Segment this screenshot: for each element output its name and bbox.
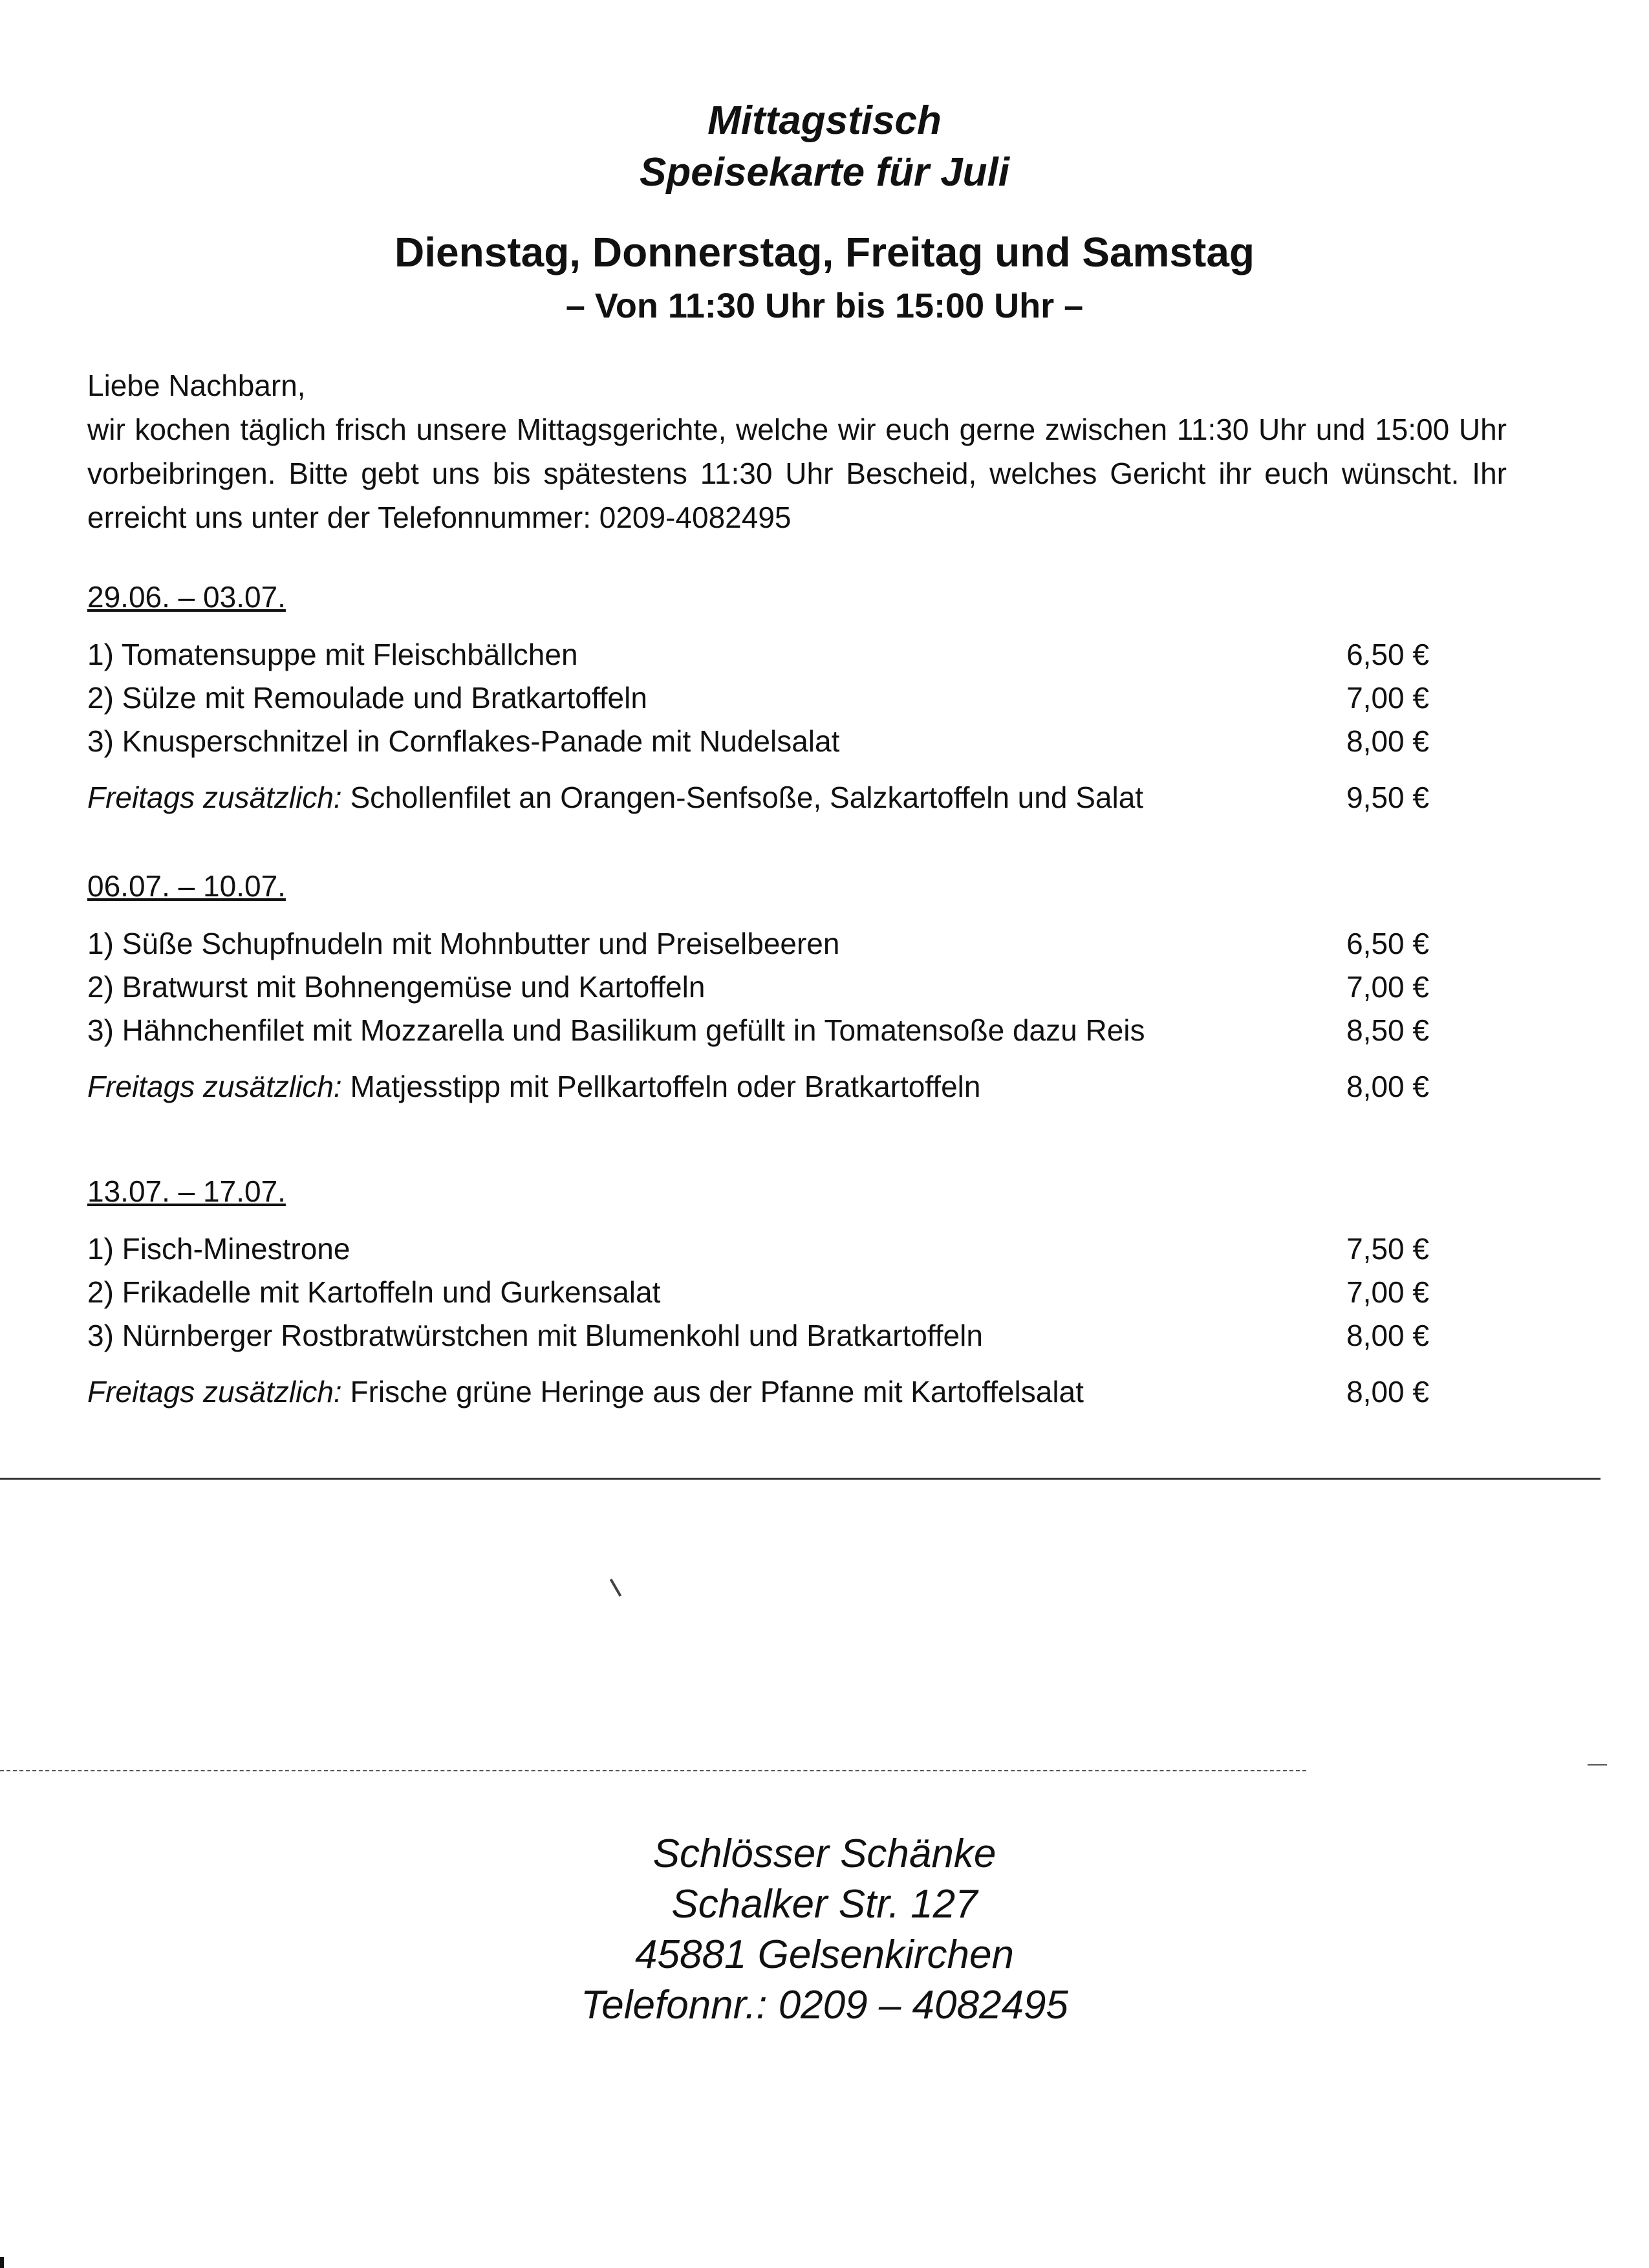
opening-hours: – Von 11:30 Uhr bis 15:00 Uhr – [565, 286, 1084, 325]
restaurant-street: Schalker Str. 127 [671, 1882, 978, 1927]
friday-extra-name: Matjesstipp mit Pellkartoffeln oder Bratkartoffeln [350, 1070, 981, 1103]
dish-row [87, 922, 1429, 966]
scan-speck [610, 1579, 621, 1597]
cut-line-divider [0, 1478, 1600, 1480]
dish-row [87, 1227, 1429, 1271]
week-section-3 [87, 1172, 1429, 1414]
dish-name: 3) Hähnchenfilet mit Mozzarella und Basilikum gefüllt in Tomatensoße dazu Reis [87, 1013, 1145, 1047]
opening-days: Dienstag, Donnerstag, Freitag und Samstag [394, 229, 1255, 275]
dish-name: 2) Frikadelle mit Kartoffeln und Gurkensalat [87, 1275, 661, 1309]
friday-extra-label: Freitags zusätzlich: [87, 1375, 342, 1409]
friday-extra-name: Frische grüne Heringe aus der Pfanne mit Kartoffelsalat [350, 1375, 1084, 1409]
dish-row [87, 966, 1429, 1009]
dish-row [87, 1271, 1429, 1314]
friday-extra [87, 776, 1143, 819]
week-section-2 [87, 867, 1429, 1108]
friday-extra [87, 1370, 1084, 1414]
dish-price: 8,50 € [1346, 1013, 1429, 1047]
title-mittagstisch: Mittagstisch [707, 98, 942, 143]
dish-price: 8,00 € [1346, 724, 1429, 758]
dish-price: 8,00 € [1346, 1375, 1429, 1409]
friday-extra-label: Freitags zusätzlich: [87, 781, 342, 814]
week-range: 29.06. – 03.07. [87, 580, 286, 614]
dish-price: 7,00 € [1346, 681, 1429, 715]
dish-name: 1) Fisch-Minestrone [87, 1232, 350, 1266]
intro-body: wir kochen täglich frisch unsere Mittagsgerichte, welche wir euch gerne zwischen 11:30 Uhr und 15:00 Uhr vorbeibringen. Bitte gebt uns bis spätestens 11:30 Uhr Bescheid, welches Gericht ihr euch wünscht. Ihr erreicht uns unter der Telefonnummer: 0209-4082495 [87, 413, 1507, 534]
dish-row [87, 720, 1429, 763]
friday-extra-label: Freitags zusätzlich: [87, 1070, 342, 1103]
scan-edge-mark [0, 2257, 4, 2268]
dish-price: 6,50 € [1346, 927, 1429, 960]
restaurant-address [0, 1829, 1649, 2031]
dish-price: 8,00 € [1346, 1070, 1429, 1103]
dish-name: 2) Bratwurst mit Bohnengemüse und Kartoffeln [87, 970, 706, 1004]
restaurant-city: 45881 Gelsenkirchen [635, 1932, 1014, 1977]
dish-name: 3) Nürnberger Rostbratwürstchen mit Blumenkohl und Bratkartoffeln [87, 1319, 983, 1352]
dish-price: 6,50 € [1346, 638, 1429, 671]
friday-extra-row [87, 1370, 1429, 1414]
dish-row [87, 633, 1429, 676]
friday-extra-name: Schollenfilet an Orangen-Senfsoße, Salzkartoffeln und Salat [350, 781, 1144, 814]
dish-price: 9,50 € [1346, 781, 1429, 814]
friday-extra [87, 1065, 980, 1108]
dish-name: 1) Tomatensuppe mit Fleischbällchen [87, 638, 578, 671]
dish-price: 7,00 € [1346, 970, 1429, 1004]
intro-paragraph [87, 363, 1507, 539]
week-section-1 [87, 578, 1429, 819]
restaurant-phone: Telefonnr.: 0209 – 4082495 [581, 1983, 1068, 2027]
dish-name: 3) Knusperschnitzel in Cornflakes-Panade mit Nudelsalat [87, 724, 840, 758]
dish-price: 7,50 € [1346, 1232, 1429, 1266]
dish-row [87, 1009, 1429, 1052]
restaurant-name: Schlösser Schänke [652, 1831, 997, 1876]
friday-extra-row [87, 1065, 1429, 1108]
intro-greeting: Liebe Nachbarn, [87, 369, 306, 402]
dish-name: 1) Süße Schupfnudeln mit Mohnbutter und Preiselbeeren [87, 927, 840, 960]
dish-name: 2) Sülze mit Remoulade und Bratkartoffeln [87, 681, 647, 715]
dish-row [87, 676, 1429, 720]
title-speisekarte: Speisekarte für Juli [639, 150, 1010, 195]
dashed-cut-line-end [1588, 1764, 1607, 1766]
dish-row [87, 1314, 1429, 1357]
week-range: 06.07. – 10.07. [87, 869, 286, 903]
dish-price: 8,00 € [1346, 1319, 1429, 1352]
dashed-cut-line [0, 1770, 1306, 1771]
friday-extra-row [87, 776, 1429, 819]
week-range: 13.07. – 17.07. [87, 1174, 286, 1208]
dish-price: 7,00 € [1346, 1275, 1429, 1309]
